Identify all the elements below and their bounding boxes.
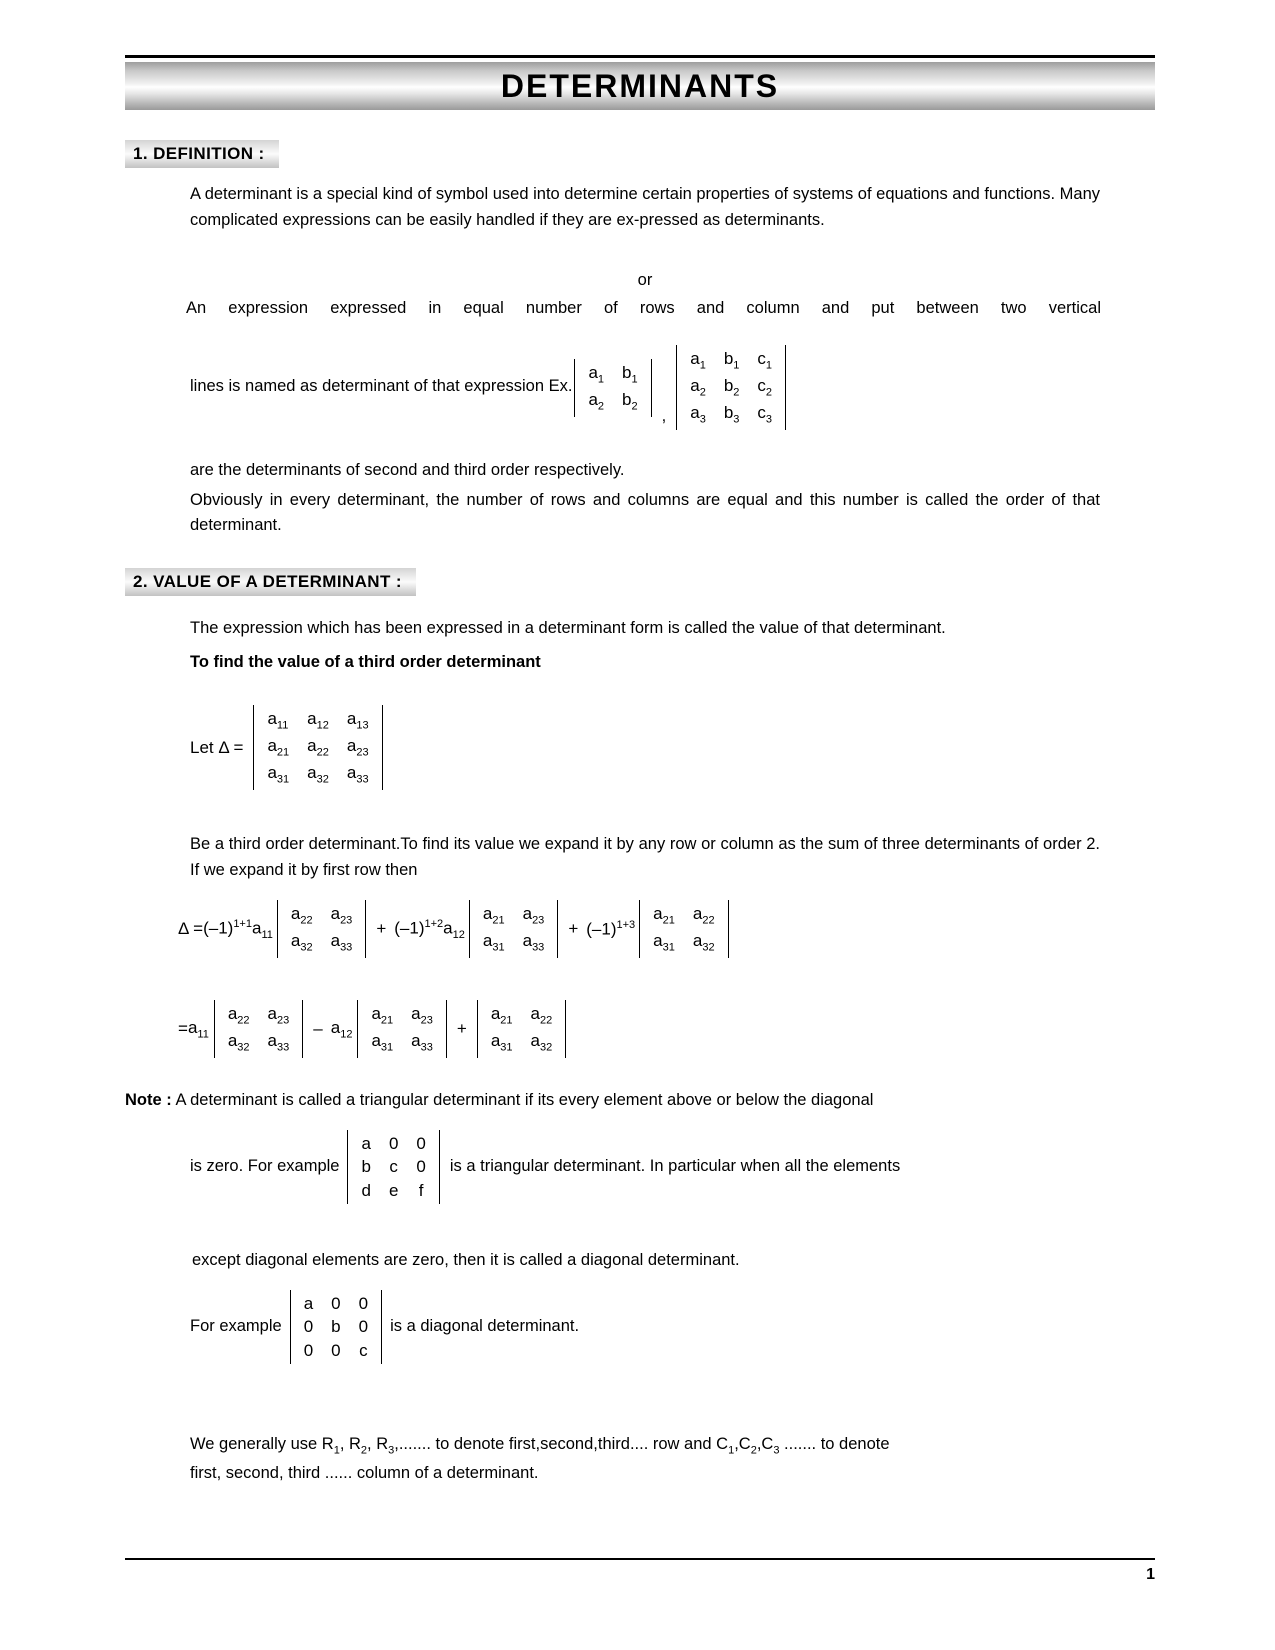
header-rule: [125, 55, 1155, 58]
term3-sign: $(-1)^{1+3}$: [586, 918, 636, 939]
closing-line-1: We generally use $R_1$, $R_2$, $R_3$,....... to denote first,second,third.... row and $C_1,C_2,C_3$ ....... to denote: [190, 1435, 890, 1457]
expansion-line-2: [178, 1000, 568, 1058]
page-number: 1: [1146, 1566, 1155, 1583]
let-delta-label: Let Δ =: [190, 737, 244, 757]
determinant-2x2-ab: $a_1$ $b_1$ $a_2$ $b_2$: [574, 359, 651, 417]
section-heading-value: [125, 568, 416, 596]
is-diagonal-label: is a diagonal determinant.: [390, 1317, 580, 1336]
line2-coef-1: $a_{11}$: [187, 1017, 209, 1041]
is-zero-label: is zero. For example: [190, 1157, 340, 1176]
minor-13: $a_{21}$ $a_{22}$ $a_{31}$ $a_{32}$: [639, 900, 728, 958]
determinant-3x3-abc: $a_1$ $b_1$ $c_1$ $a_2$ $b_2$ $c_2$ $a_3$ $b_3$ $c_3$: [676, 345, 786, 430]
equals-label: =: [178, 1019, 188, 1039]
section-heading-definition: 1. DEFINITION :: [125, 140, 279, 168]
note-line: [125, 1088, 1100, 1114]
definition-paragraph: A determinant is a special kind of symbol used into determine certain properties of systems of equations and functions. Many complicated expressions can be easily handled if they are ex-pressed as determinants.: [190, 185, 1100, 229]
closing-paragraph: [190, 1432, 1100, 1487]
minor-12-b: $a_{21}$ $a_{23}$ $a_{31}$ $a_{33}$: [357, 1000, 446, 1058]
expand-paragraph: Be a third order determinant.To find its value we expand it by any row or column as the sum of three determinants of order 2. If we expand it by first row then: [190, 835, 1100, 879]
term1-sign: $(-1)^{1+1}a_{11}$: [203, 917, 273, 941]
document-title-banner: [125, 62, 1155, 110]
for-example-label: For example: [190, 1317, 282, 1336]
determinant-diagonal: a 0 0 0 b 0 0 0 c: [290, 1290, 382, 1364]
definition-or: or: [637, 271, 653, 289]
footer-rule: [125, 1558, 1155, 1560]
expansion-line-1: [178, 900, 731, 958]
delta-equals-label: Δ =: [178, 919, 204, 939]
note-text: A determinant is called a triangular determinant if its every element above or below the diagonal: [175, 1091, 874, 1109]
plus-op-3: +: [456, 1019, 467, 1039]
triangular-determinant-row: [190, 1130, 1105, 1204]
determinant-example-lead: lines is named as determinant of that expression Ex.: [190, 377, 573, 396]
definition-order-note: are the determinants of second and third order respectively. Obviously in every determinant, the number of rows and columns are equal and this number is called the order of that determinant.: [190, 461, 1100, 535]
plus-op-2: +: [568, 919, 579, 939]
note-label: Note :: [125, 1091, 172, 1109]
minor-12: $a_{21}$ $a_{23}$ $a_{31}$ $a_{33}$: [469, 900, 558, 958]
determinant-delta-3x3: $a_{11}$ $a_{12}$ $a_{13}$ $a_{21}$ $a_{22}$ $a_{23}$ $a_{31}$ $a_{32}$ $a_{33}$: [253, 705, 382, 790]
closing-line-2: first, second, third ...... column of a determinant.: [190, 1464, 539, 1483]
minus-op: –: [313, 1019, 323, 1039]
determinant-triangular: a 0 0 b c 0 d e f: [347, 1130, 439, 1204]
minor-11: $a_{22}$ $a_{23}$ $a_{32}$ $a_{33}$: [277, 900, 366, 958]
comma-separator: ,: [661, 407, 667, 426]
line2-coef-2: $a_{12}$: [330, 1017, 353, 1041]
term2-sign: $(-1)^{1+2}a_{12}$: [394, 917, 465, 941]
definition-expression-line: An expression expressed in equal number of rows and column and put between two vertical: [186, 299, 1101, 317]
is-triangular-label: is a triangular determinant. In particular when all the elements: [449, 1157, 901, 1176]
diagonal-determinant-row: [190, 1290, 579, 1364]
except-diagonal-line: except diagonal elements are zero, then it is called a diagonal determinant.: [192, 1251, 740, 1269]
page-title: DETERMINANTS: [500, 67, 780, 104]
determinant-example-row: [190, 345, 788, 430]
minor-13-b: $a_{21}$ $a_{22}$ $a_{31}$ $a_{32}$: [477, 1000, 566, 1058]
value-paragraph: The expression which has been expressed in a determinant form is called the value of that determinant. To find the value of a third order determinant: [190, 619, 946, 671]
section-heading-value-label: 2. VALUE OF A DETERMINANT :: [133, 572, 402, 591]
minor-11-b: $a_{22}$ $a_{23}$ $a_{32}$ $a_{33}$: [214, 1000, 303, 1058]
plus-op-1: +: [376, 919, 387, 939]
let-delta-row: [190, 705, 385, 790]
